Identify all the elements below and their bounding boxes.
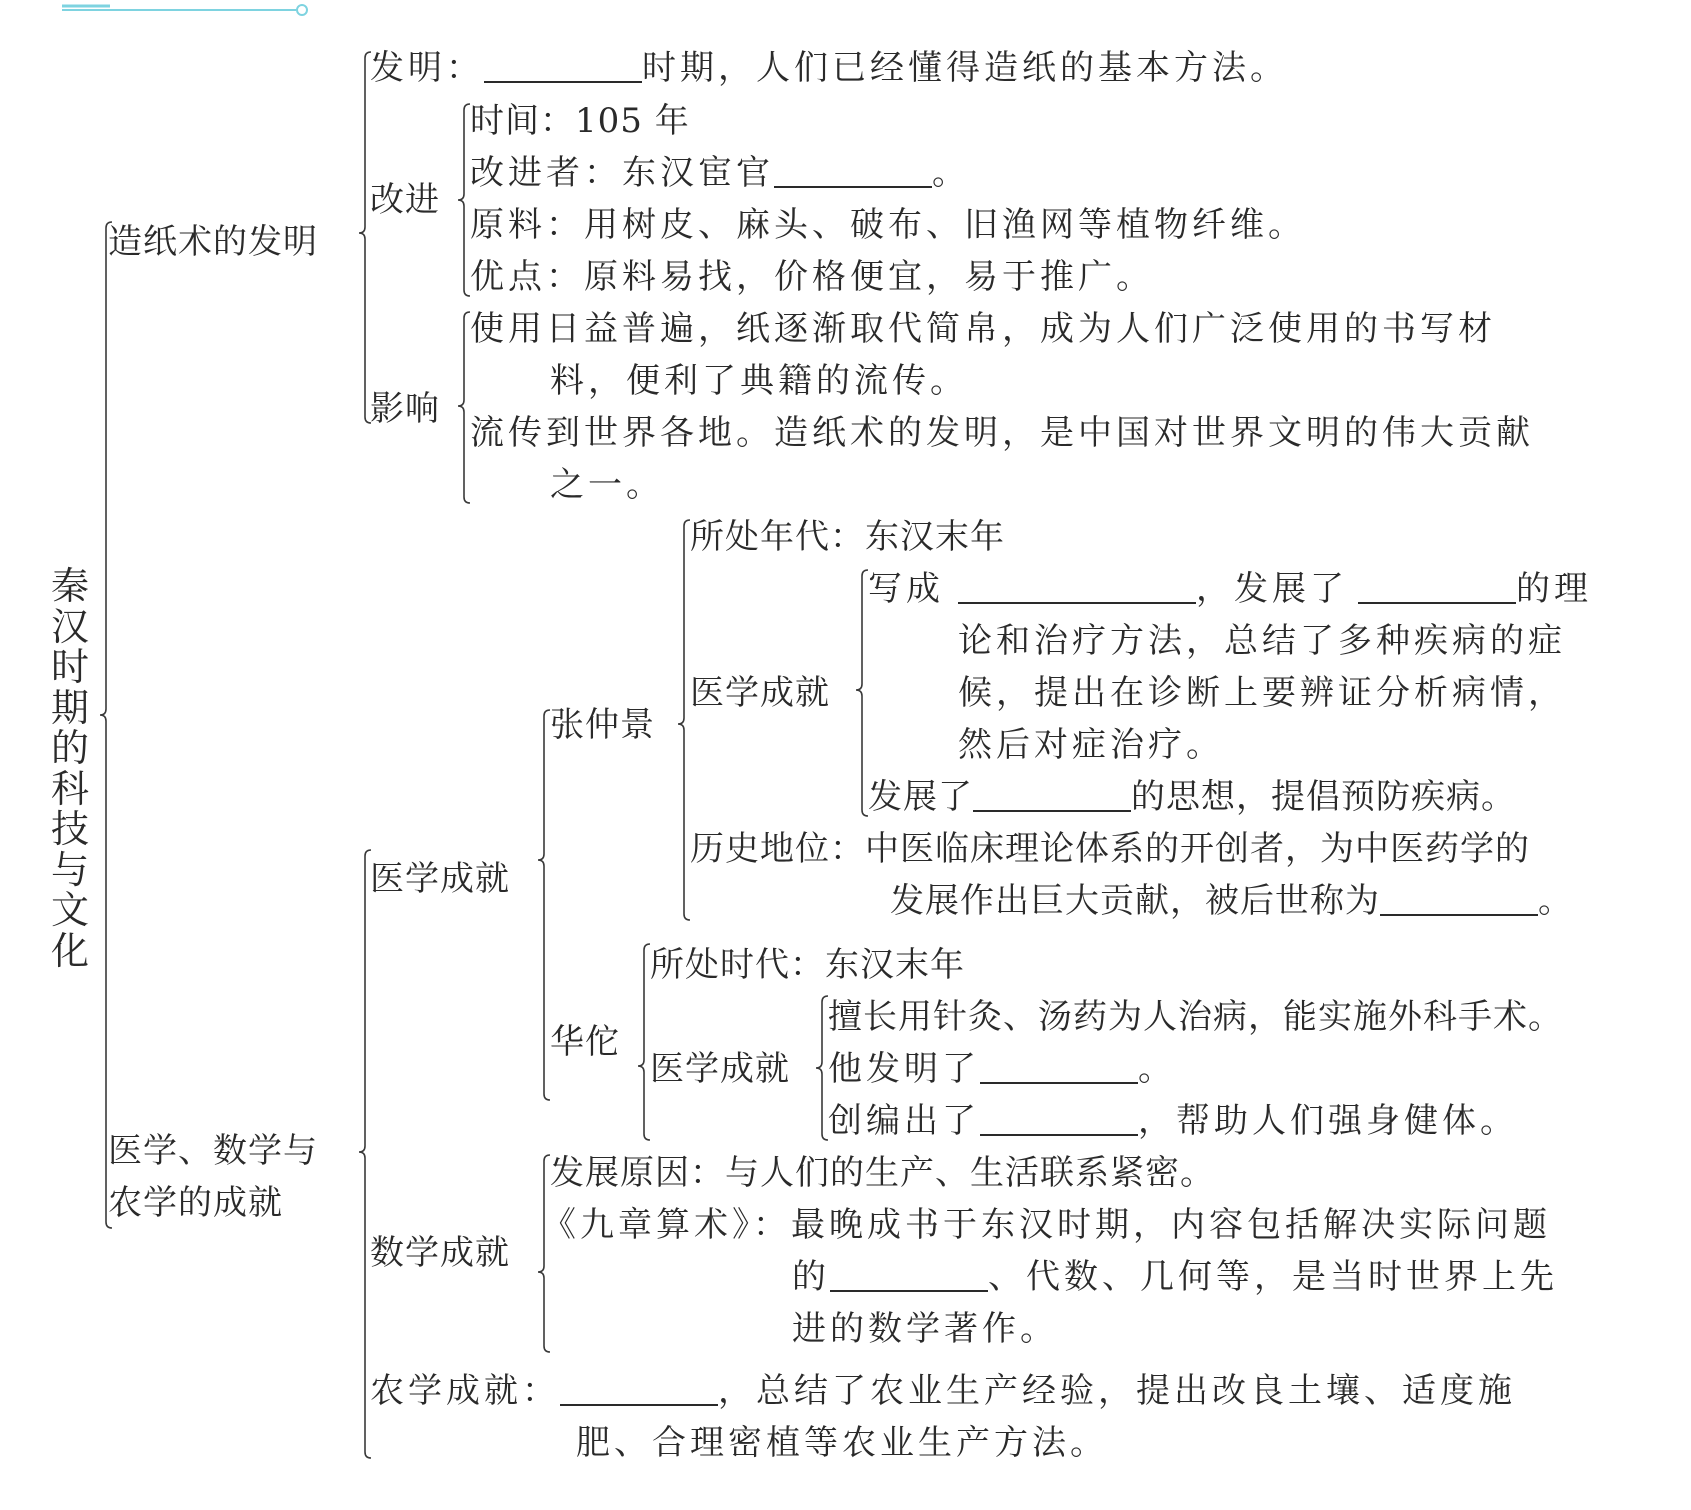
invention-blank [484, 51, 642, 83]
improvement-improver [470, 153, 970, 193]
hua-ach3-after: ，帮助人们强身健体。 [1138, 1101, 1518, 1141]
math-book-line2 [792, 1257, 1558, 1297]
brace-hua-ach [816, 996, 828, 1140]
agri-line2: 肥、合理密植等农业生产方法。 [576, 1423, 1108, 1463]
influence-line2: 流传到世界各地。造纸术的发明，是中国对世界文明的伟大贡献 [470, 413, 1534, 453]
hua-exercise-blank [980, 1104, 1138, 1136]
influence-line1-cont: 料，便利了典籍的流传。 [550, 361, 968, 401]
brace-papermaking [359, 52, 371, 423]
agri-line1 [370, 1371, 1516, 1411]
brace-zhang-ach [856, 570, 868, 816]
math-book-line1: 《九章算术》：最晚成书于东汉时期，内容包括解决实际问题 [542, 1205, 1551, 1245]
zhang-idea-blank [973, 780, 1131, 812]
zhang-status-line2 [890, 881, 1573, 921]
invention-label: 发明： [370, 48, 484, 88]
agri-label: 农学成就： [370, 1371, 560, 1411]
brace-zhang [678, 520, 690, 920]
header-decoration [0, 0, 320, 20]
brace-improvement [458, 104, 470, 296]
zhang-status-line1: 历史地位：中医临床理论体系的开创者，为中医药学的 [690, 829, 1530, 869]
influence-line2-cont: 之一。 [550, 465, 664, 505]
zhang-ach1-mid: ，发展了 [1196, 569, 1348, 609]
influence-line1: 使用日益普遍，纸逐渐取代简帛，成为人们广泛使用的书写材 [470, 309, 1496, 349]
improvement-materials: 原料：用树皮、麻头、破布、旧渔网等植物纤维。 [470, 205, 1306, 245]
brace-achievements [359, 850, 371, 1458]
zhang-ach1-line3: 候，提出在诊断上要辨证分析病情， [958, 673, 1566, 713]
improver-label: 改进者：东汉宦官 [470, 153, 774, 193]
brace-medicine [538, 710, 550, 1100]
brace-hua [638, 944, 650, 1140]
zhang-ach1-line2: 论和治疗方法，总结了多种疾病的症 [958, 621, 1566, 661]
zhang-title-blank [1380, 884, 1538, 916]
invention-text: 时期，人们已经懂得造纸的基本方法。 [642, 48, 1288, 88]
math-blank [830, 1260, 988, 1292]
root-title: 秦汉时期的科技与文化 [50, 564, 89, 973]
zhang-ach2-after: 的思想，提倡预防疾病。 [1131, 777, 1516, 817]
zhang-ach1-line1 [868, 569, 1592, 609]
brace-math [538, 1155, 550, 1352]
zhang-theory-blank [1358, 572, 1516, 604]
zhang-status-end: 。 [1538, 881, 1573, 921]
improvement-advantages: 优点：原料易找，价格便宜，易于推广。 [470, 257, 1154, 297]
hua-ach2-after: 。 [1138, 1049, 1176, 1089]
hua-era: 所处时代：东汉末年 [650, 945, 965, 985]
improver-end: 。 [932, 153, 970, 193]
zhang-status-text: 发展作出巨大贡献，被后世称为 [890, 881, 1380, 921]
hua-ach3-before: 创编出了 [828, 1101, 980, 1141]
zhang-ach1-end: 的理 [1516, 569, 1592, 609]
invention-row [370, 48, 1288, 88]
zhang-ach1-write: 写成 [868, 569, 944, 609]
achievements-heading-line2: 农学的成就 [108, 1183, 283, 1223]
hua-ach3 [828, 1101, 1518, 1141]
achievements-heading-line1: 医学、数学与 [108, 1131, 318, 1171]
brace-influence [458, 312, 470, 503]
hua-ach2-before: 他发明了 [828, 1049, 980, 1089]
zhang-achievement-label: 医学成就 [690, 673, 830, 713]
improver-blank [774, 156, 932, 188]
zhang-name: 张仲景 [550, 705, 655, 745]
zhang-era: 所处年代：东汉末年 [690, 517, 1005, 557]
math-book-de: 的 [792, 1257, 830, 1297]
hua-name: 华佗 [550, 1022, 620, 1062]
hua-ach1: 擅长用针灸、汤药为人治病，能实施外科手术。 [828, 997, 1563, 1037]
zhang-ach1-line4: 然后对症治疗。 [958, 725, 1224, 765]
papermaking-heading: 造纸术的发明 [108, 222, 318, 262]
brace-root [100, 222, 112, 1228]
zhang-ach2-before: 发展了 [868, 777, 973, 817]
influence-label: 影响 [370, 389, 440, 429]
math-book-line3: 进的数学著作。 [792, 1309, 1058, 1349]
medicine-label: 医学成就 [370, 859, 510, 899]
agri-blank [560, 1374, 718, 1406]
improvement-label: 改进 [370, 180, 440, 220]
math-book-rest: 、代数、几何等，是当时世界上先 [988, 1257, 1558, 1297]
agri-text: ，总结了农业生产经验，提出改良土壤、适度施 [718, 1371, 1516, 1411]
hua-achievement-label: 医学成就 [650, 1049, 790, 1089]
zhang-book-blank [958, 572, 1196, 604]
hua-invention-blank [980, 1052, 1138, 1084]
improvement-time: 时间：105 年 [470, 101, 690, 141]
hua-ach2 [828, 1049, 1176, 1089]
math-reason: 发展原因：与人们的生产、生活联系紧密。 [550, 1153, 1215, 1193]
zhang-ach2 [868, 777, 1516, 817]
math-label: 数学成就 [370, 1233, 510, 1273]
